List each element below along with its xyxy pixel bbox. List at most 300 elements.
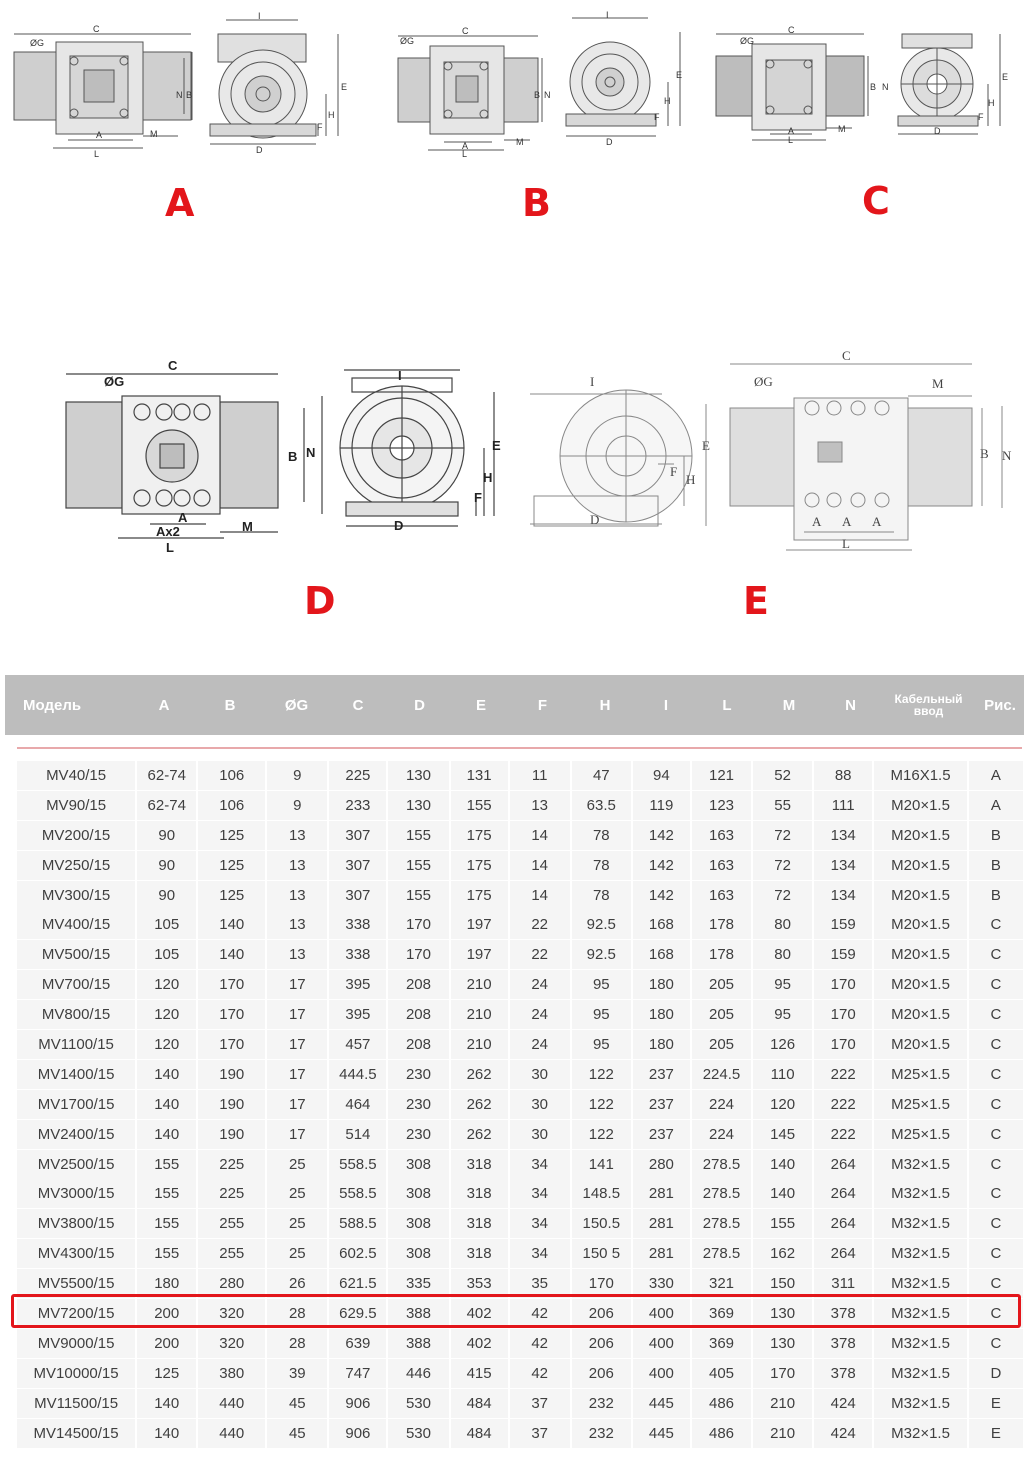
table-cell: 225	[198, 1179, 267, 1208]
table-cell: 13	[267, 881, 329, 910]
table-body	[17, 761, 1023, 1448]
table-cell: 134	[814, 881, 874, 910]
table-cell: MV700/15	[17, 970, 137, 999]
dim-n: N	[1002, 448, 1012, 463]
dim-h: H	[664, 96, 671, 106]
table-cell: M20×1.5	[874, 940, 969, 969]
figure-e-label: E	[743, 579, 769, 623]
table-row	[17, 1329, 1023, 1358]
table-cell: 122	[572, 1060, 633, 1089]
table-cell: C	[990, 1245, 1002, 1263]
table-cell: 206	[572, 1329, 633, 1358]
table-cell: 145	[753, 1120, 814, 1149]
table-cell: 486	[692, 1389, 753, 1418]
table-row	[17, 881, 1023, 910]
table-cell: 180	[633, 1000, 692, 1029]
table-cell: 37	[510, 1389, 572, 1418]
table-cell: E	[990, 1424, 1001, 1442]
table-cell: 34	[510, 1239, 572, 1268]
header-cell: Модель	[23, 696, 82, 714]
table-cell: 320	[198, 1329, 267, 1358]
table-cell: 307	[329, 881, 388, 910]
table-cell: 281	[633, 1209, 692, 1238]
dim-d: D	[934, 126, 941, 136]
table-cell: 125	[137, 1359, 198, 1388]
table-cell: 280	[633, 1150, 692, 1179]
table-cell: 90	[137, 851, 198, 880]
header-cell: N	[845, 696, 856, 714]
table-cell: 30	[510, 1060, 572, 1089]
table-cell: 125	[198, 881, 267, 910]
table-cell: 63.5	[572, 791, 633, 820]
table-cell: 14	[510, 851, 572, 880]
table-cell: 232	[572, 1419, 633, 1448]
header-cell: B	[224, 696, 236, 714]
table-cell: 378	[814, 1299, 874, 1328]
table-cell: 747	[329, 1359, 388, 1388]
table-row	[17, 1239, 1023, 1268]
table-cell: 208	[388, 1000, 450, 1029]
table-cell: 142	[633, 851, 692, 880]
table-row	[17, 1359, 1023, 1388]
table-cell: 45	[267, 1389, 329, 1418]
dim-i: I	[258, 11, 261, 21]
table-cell: 395	[329, 1000, 388, 1029]
table-cell: 13	[267, 940, 329, 969]
table-cell: 155	[137, 1179, 198, 1208]
table-cell: 140	[753, 1179, 814, 1208]
table-cell: 278.5	[692, 1179, 753, 1208]
table-cell: 318	[451, 1150, 510, 1179]
figure-b-drawing	[392, 12, 692, 157]
table-cell: 440	[198, 1419, 267, 1448]
dim-c: C	[462, 26, 469, 36]
dim-a: A	[178, 510, 188, 525]
table-row	[17, 791, 1023, 820]
table-cell: 318	[451, 1179, 510, 1208]
dim-ax2: Ax2	[156, 524, 180, 539]
table-cell: C	[990, 916, 1002, 934]
table-cell: 95	[572, 970, 633, 999]
table-cell: 123	[692, 791, 753, 820]
dim-f: F	[670, 464, 678, 479]
table-cell: 335	[388, 1269, 450, 1298]
table-cell: 224	[692, 1120, 753, 1149]
table-cell: MV3800/15	[17, 1209, 137, 1238]
table-cell: 122	[572, 1120, 633, 1149]
table-cell: 155	[137, 1239, 198, 1268]
table-cell: 200	[137, 1329, 198, 1358]
table-cell: 170	[753, 1359, 814, 1388]
table-cell: M16X1.5	[874, 761, 969, 790]
table-cell: 155	[753, 1209, 814, 1238]
table-cell: B	[990, 886, 1001, 904]
dim-l: L	[94, 149, 100, 159]
table-cell: 197	[451, 910, 510, 939]
table-cell: 321	[692, 1269, 753, 1298]
table-cell: 34	[510, 1209, 572, 1238]
dim-c: C	[168, 358, 178, 373]
table-cell: C	[990, 1095, 1002, 1113]
table-cell: 175	[451, 821, 510, 850]
table-cell: M20×1.5	[874, 821, 969, 850]
table-cell: 13	[267, 910, 329, 939]
table-cell: 130	[753, 1299, 814, 1328]
table-cell: 119	[633, 791, 692, 820]
table-cell: 464	[329, 1090, 388, 1119]
table-cell: 621.5	[329, 1269, 388, 1298]
table-cell: 17	[267, 1090, 329, 1119]
table-cell: MV500/15	[17, 940, 137, 969]
table-row	[17, 761, 1023, 790]
table-cell: MV5500/15	[17, 1269, 137, 1298]
table-cell: 24	[510, 970, 572, 999]
table-cell: 237	[633, 1060, 692, 1089]
header-cell: ØG	[284, 696, 309, 714]
table-cell: 140	[137, 1060, 198, 1089]
table-cell: 25	[267, 1179, 329, 1208]
dim-b: B	[534, 90, 541, 100]
table-cell: 237	[633, 1090, 692, 1119]
table-cell: 237	[633, 1120, 692, 1149]
table-cell: 400	[633, 1329, 692, 1358]
table-cell: 62-74	[137, 791, 198, 820]
header-cell: E	[475, 696, 486, 714]
dim-i: I	[398, 368, 402, 383]
table-cell: 486	[692, 1419, 753, 1448]
table-cell: 125	[198, 851, 267, 880]
table-cell: 14	[510, 881, 572, 910]
dim-m: M	[242, 519, 253, 534]
table-cell: 233	[329, 791, 388, 820]
table-cell: 106	[198, 761, 267, 790]
table-cell: 208	[388, 1030, 450, 1059]
table-cell: C	[990, 1006, 1002, 1024]
dim-c: C	[842, 348, 851, 363]
table-cell: 170	[572, 1269, 633, 1298]
table-cell: MV4300/15	[17, 1239, 137, 1268]
table-cell: M20×1.5	[874, 791, 969, 820]
table-cell: E	[990, 1394, 1001, 1412]
table-cell: 180	[633, 970, 692, 999]
table-cell: MV1100/15	[17, 1030, 137, 1059]
table-cell: 95	[753, 970, 814, 999]
table-cell: MV9000/15	[17, 1329, 137, 1358]
dim-a: A	[788, 126, 795, 136]
table-cell: 126	[753, 1030, 814, 1059]
dim-i: I	[590, 374, 595, 389]
table-cell: 130	[388, 761, 450, 790]
table-cell: M20×1.5	[874, 910, 969, 939]
table-cell: 92.5	[572, 940, 633, 969]
table-cell: 134	[814, 851, 874, 880]
table-cell: 262	[451, 1090, 510, 1119]
table-cell: 232	[572, 1389, 633, 1418]
table-cell: C	[990, 946, 1002, 964]
table-cell: 72	[753, 851, 814, 880]
table-cell: 13	[510, 791, 572, 820]
table-cell: 424	[814, 1389, 874, 1418]
table-cell: M32×1.5	[874, 1329, 969, 1358]
table-cell: 25	[267, 1150, 329, 1179]
table-cell: 170	[388, 940, 450, 969]
table-cell: 190	[198, 1120, 267, 1149]
table-cell: 424	[814, 1419, 874, 1448]
table-cell: 190	[198, 1060, 267, 1089]
table-cell: 125	[198, 821, 267, 850]
dim-m: M	[516, 137, 524, 147]
table-cell: 78	[572, 851, 633, 880]
table-cell: MV40/15	[17, 761, 137, 790]
table-cell: 163	[692, 851, 753, 880]
table-cell: 34	[510, 1179, 572, 1208]
table-cell: C	[990, 1275, 1002, 1293]
table-cell: 37	[510, 1419, 572, 1448]
header-cell: F	[537, 696, 548, 714]
table-cell: 588.5	[329, 1209, 388, 1238]
table-cell: MV300/15	[17, 881, 137, 910]
table-cell: 205	[692, 1000, 753, 1029]
table-cell: 388	[388, 1299, 450, 1328]
dim-m: M	[150, 129, 158, 139]
table-row	[17, 851, 1023, 880]
dim-a: A	[96, 130, 103, 140]
table-cell: 210	[753, 1389, 814, 1418]
table-cell: MV11500/15	[17, 1389, 137, 1418]
table-cell: M32×1.5	[874, 1179, 969, 1208]
header-cell: I	[663, 696, 669, 714]
table-row	[17, 1209, 1023, 1238]
table-cell: M20×1.5	[874, 970, 969, 999]
table-cell: 206	[572, 1299, 633, 1328]
figure-d-drawing	[60, 356, 520, 556]
table-cell: 134	[814, 821, 874, 850]
table-cell: 168	[633, 910, 692, 939]
header-cell: A	[158, 696, 170, 714]
table-cell: M32×1.5	[874, 1150, 969, 1179]
table-row	[17, 1030, 1023, 1059]
table-cell: 155	[451, 791, 510, 820]
table-cell: 140	[753, 1150, 814, 1179]
table-cell: 225	[329, 761, 388, 790]
table-cell: 308	[388, 1150, 450, 1179]
table-cell: 30	[510, 1090, 572, 1119]
header-cell: D	[414, 696, 425, 714]
table-cell: 155	[388, 881, 450, 910]
table-cell: 308	[388, 1179, 450, 1208]
table-cell: 17	[267, 1000, 329, 1029]
table-cell: 320	[198, 1299, 267, 1328]
table-row	[17, 1000, 1023, 1029]
table-cell: 400	[633, 1359, 692, 1388]
table-cell: C	[990, 1185, 1002, 1203]
dim-g: ØG	[740, 36, 755, 46]
dim-g: ØG	[104, 374, 125, 389]
table-cell: 264	[814, 1150, 874, 1179]
header-cell: M	[782, 696, 796, 714]
dim-a: A	[812, 514, 822, 529]
table-cell: 255	[198, 1209, 267, 1238]
table-cell: 155	[388, 851, 450, 880]
table-header	[5, 675, 1024, 735]
dim-g: ØG	[30, 38, 45, 48]
table-cell: 440	[198, 1389, 267, 1418]
table-cell: 369	[692, 1329, 753, 1358]
table-cell: 17	[267, 1030, 329, 1059]
table-cell: 484	[451, 1419, 510, 1448]
table-cell: M32×1.5	[874, 1389, 969, 1418]
table-cell: 80	[753, 940, 814, 969]
table-cell: 225	[198, 1150, 267, 1179]
table-cell: 168	[633, 940, 692, 969]
table-cell: 444.5	[329, 1060, 388, 1089]
table-cell: 14	[510, 821, 572, 850]
table-cell: 9	[267, 791, 329, 820]
dim-i: I	[606, 10, 609, 20]
table-cell: 200	[137, 1299, 198, 1328]
table-cell: 26	[267, 1269, 329, 1298]
table-cell: 42	[510, 1329, 572, 1358]
table-cell: 52	[753, 761, 814, 790]
table-cell: 141	[572, 1150, 633, 1179]
table-cell: 72	[753, 821, 814, 850]
table-cell: 34	[510, 1150, 572, 1179]
table-cell: 278.5	[692, 1209, 753, 1238]
table-cell: 150 5	[572, 1239, 633, 1268]
table-cell: 400	[633, 1299, 692, 1328]
dim-c: C	[93, 24, 100, 34]
table-cell: MV1700/15	[17, 1090, 137, 1119]
table-cell: 150.5	[572, 1209, 633, 1238]
table-cell: 155	[388, 821, 450, 850]
table-cell: C	[990, 1125, 1002, 1143]
dim-l: L	[166, 540, 174, 555]
table-cell: 17	[267, 1060, 329, 1089]
table-cell: 208	[388, 970, 450, 999]
table-cell: 110	[753, 1060, 814, 1089]
table-cell: 206	[572, 1359, 633, 1388]
table-cell: 170	[388, 910, 450, 939]
table-cell: 92.5	[572, 910, 633, 939]
dim-b: B	[288, 449, 298, 464]
table-cell: M32×1.5	[874, 1299, 969, 1328]
table-cell: 105	[137, 940, 198, 969]
dim-d: D	[394, 518, 404, 533]
table-cell: 369	[692, 1299, 753, 1328]
highlight-box	[11, 1294, 1021, 1328]
table-cell: 22	[510, 940, 572, 969]
dim-e: E	[492, 438, 501, 453]
table-cell: 90	[137, 881, 198, 910]
table-cell: 28	[267, 1299, 329, 1328]
table-cell: 175	[451, 851, 510, 880]
table-cell: 380	[198, 1359, 267, 1388]
dim-d: D	[590, 512, 600, 527]
header-cell: L	[722, 696, 732, 714]
figure-e-drawing	[524, 346, 1024, 556]
table-cell: 9	[267, 761, 329, 790]
table-cell: 140	[137, 1120, 198, 1149]
dim-g: ØG	[754, 374, 773, 389]
table-cell: 175	[451, 881, 510, 910]
table-cell: 78	[572, 821, 633, 850]
dim-l: L	[788, 135, 794, 145]
figure-d-label: D	[304, 579, 336, 623]
table-cell: 484	[451, 1389, 510, 1418]
table-cell: 24	[510, 1000, 572, 1029]
table-cell: MV800/15	[17, 1000, 137, 1029]
dim-c: C	[788, 25, 795, 35]
table-cell: M32×1.5	[874, 1209, 969, 1238]
figure-c-drawing	[712, 22, 1012, 144]
table-cell: 163	[692, 821, 753, 850]
dim-d: D	[606, 137, 613, 147]
table-cell: 307	[329, 851, 388, 880]
table-cell: 25	[267, 1239, 329, 1268]
table-cell: 405	[692, 1359, 753, 1388]
table-cell: 378	[814, 1359, 874, 1388]
table-cell: 130	[388, 791, 450, 820]
table-cell: 95	[753, 1000, 814, 1029]
table-cell: 45	[267, 1419, 329, 1448]
table-cell: 13	[267, 821, 329, 850]
table-cell: 163	[692, 881, 753, 910]
table-cell: 197	[451, 940, 510, 969]
table-cell: 155	[137, 1150, 198, 1179]
table-row	[17, 970, 1023, 999]
header-divider	[17, 747, 1022, 749]
table-cell: 25	[267, 1209, 329, 1238]
table-cell: 415	[451, 1359, 510, 1388]
table-cell: 13	[267, 851, 329, 880]
figure-a-drawing	[8, 11, 348, 159]
table-cell: 639	[329, 1329, 388, 1358]
header-cell: Кабельный ввод	[894, 692, 963, 718]
table-cell: 95	[572, 1000, 633, 1029]
table-cell: B	[990, 826, 1001, 844]
header-cell: Рис.	[984, 696, 1016, 714]
dim-b: B	[980, 446, 989, 461]
table-cell: 629.5	[329, 1299, 388, 1328]
table-cell: M20×1.5	[874, 1030, 969, 1059]
table-cell: 30	[510, 1120, 572, 1149]
table-cell: MV400/15	[17, 910, 137, 939]
table-cell: 120	[137, 970, 198, 999]
table-cell: M32×1.5	[874, 1359, 969, 1388]
dim-f: F	[654, 112, 660, 122]
table-row	[17, 1419, 1023, 1448]
dim-n: N	[176, 90, 183, 100]
table-cell: 278.5	[692, 1150, 753, 1179]
table-cell: 170	[198, 1000, 267, 1029]
table-row	[17, 1179, 1023, 1208]
table-cell: 148.5	[572, 1179, 633, 1208]
table-cell: 170	[814, 1000, 874, 1029]
table-cell: 22	[510, 910, 572, 939]
table-cell: 281	[633, 1179, 692, 1208]
table-cell: MV7200/15	[17, 1299, 137, 1328]
table-cell: 378	[814, 1329, 874, 1358]
table-cell: 142	[633, 821, 692, 850]
table-cell: 42	[510, 1299, 572, 1328]
table-cell: 180	[633, 1030, 692, 1059]
dim-e: E	[1002, 72, 1009, 82]
table-cell: 39	[267, 1359, 329, 1388]
dim-a: A	[462, 141, 469, 151]
dim-m: M	[932, 376, 944, 391]
table-row	[17, 910, 1023, 939]
table-cell: 95	[572, 1030, 633, 1059]
